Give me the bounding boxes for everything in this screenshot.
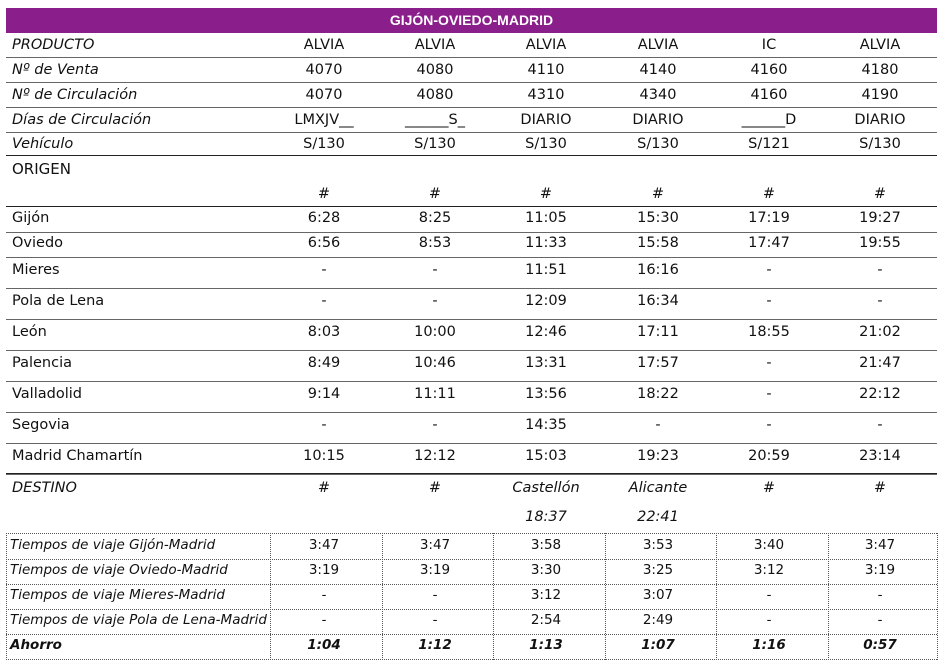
cell-tiempos.0.values-col2: 3:47 [419,537,451,553]
cell-stops.5.times-col4: 17:57 [637,355,679,371]
cell-ahorro.values-col1: 1:04 [307,637,341,653]
cell-origen.values-col1: # [317,186,331,202]
cell-tiempos.1.values-col3: 3:30 [530,562,562,578]
cell-origen.values-col4: # [651,186,665,202]
cell-tiempos.2.values-col1: - [321,587,327,603]
cell-producto.values-col2: ALVIA [414,37,456,53]
cell-tiempos.0.values-col6: 3:47 [864,537,896,553]
cell-stops.3.times-col4: 16:34 [637,293,679,309]
cell-stops.7.times-col6: - [877,417,883,433]
cell-tiempos.3.values-col6: - [877,612,883,628]
cell-tiempos.1.values-col1: 3:19 [308,562,340,578]
cell-dias.values-col4: DIARIO [632,112,684,128]
cell-tiempos.1.values-col5: 3:12 [753,562,785,578]
cell-circulacion.values-col2: 4080 [416,87,454,103]
cell-circulacion.values-col1: 4070 [305,87,343,103]
cell-producto.values-col5: IC [761,37,777,53]
cell-stops.1.times-col3: 11:33 [525,235,567,251]
cell-tiempos.1.values-col6: 3:19 [864,562,896,578]
cell-stops.7.times-col2: - [432,417,438,433]
cell-stops.0.times-col3: 11:05 [525,210,567,226]
cell-stops.4.times-col4: 17:11 [637,324,679,340]
cell-stops.5.times-col1: 8:49 [307,355,341,371]
cell-dias.values-col5: ______D [741,112,797,128]
cell-stops.3.times-col6: - [877,293,883,309]
cell-venta.values-col2: 4080 [416,62,454,78]
row-label: DESTINO [12,480,77,496]
cell-stops.8.times-col4: 19:23 [637,448,679,464]
table-title: GIJÓN-OVIEDO-MADRID [6,8,937,33]
row-label: Nº de Circulación [12,87,138,103]
cell-stops.2.times-col5: - [766,262,772,278]
cell-tiempos.3.values-col1: - [321,612,327,628]
cell-origen.values-col5: # [762,186,776,202]
cell-vehiculo.values-col4: S/130 [637,136,679,152]
cell-vehiculo.values-col5: S/121 [748,136,790,152]
cell-stops.6.times-col2: 11:11 [414,386,456,402]
cell-stops.2.times-col1: - [321,262,327,278]
cell-stops.2.times-col4: 16:16 [637,262,679,278]
cell-stops.4.times-col3: 12:46 [525,324,567,340]
cell-stops.0.times-col6: 19:27 [859,210,901,226]
cell-tiempos.1.values-col2: 3:19 [419,562,451,578]
cell-origen.values-col6: # [873,186,887,202]
row-label: Tiempos de viaje Oviedo-Madrid [10,562,228,578]
cell-circulacion.values-col4: 4340 [639,87,677,103]
cell-stops.3.times-col1: - [321,293,327,309]
stop-name: Gijón [12,210,50,226]
cell-vehiculo.values-col6: S/130 [859,136,901,152]
cell-destino.values-col3: Castellón [512,480,580,496]
cell-stops.7.times-col5: - [766,417,772,433]
cell-stops.7.times-col1: - [321,417,327,433]
cell-stops.0.times-col2: 8:25 [418,210,452,226]
cell-producto.values-col3: ALVIA [525,37,567,53]
cell-stops.5.times-col3: 13:31 [525,355,567,371]
cell-stops.6.times-col5: - [766,386,772,402]
row-label: Días de Circulación [12,112,152,128]
cell-circulacion.values-col6: 4190 [861,87,899,103]
cell-stops.4.times-col2: 10:00 [414,324,456,340]
cell-stops.1.times-col1: 6:56 [307,235,341,251]
cell-stops.0.times-col4: 15:30 [637,210,679,226]
cell-stops.6.times-col3: 13:56 [525,386,567,402]
cell-destino.values-col4: Alicante [628,480,688,496]
cell-tiempos.3.values-col2: - [432,612,438,628]
cell-stops.2.times-col3: 11:51 [525,262,567,278]
cell-venta.values-col4: 4140 [639,62,677,78]
cell-stops.6.times-col1: 9:14 [307,386,341,402]
cell-origen.values-col3: # [539,186,553,202]
cell-stops.2.times-col2: - [432,262,438,278]
cell-destino.values-col5: # [762,480,776,496]
stop-name: León [12,324,47,340]
cell-origen.values-col2: # [428,186,442,202]
stop-name: Oviedo [12,235,64,251]
cell-stops.8.times-col6: 23:14 [859,448,901,464]
cell-ahorro.values-col6: 0:57 [863,637,897,653]
cell-dias.values-col3: DIARIO [520,112,572,128]
cell-stops.1.times-col6: 19:55 [859,235,901,251]
cell-tiempos.2.values-col3: 3:12 [530,587,562,603]
row-label: Tiempos de viaje Gijón-Madrid [10,537,216,553]
cell-vehiculo.values-col1: S/130 [303,136,345,152]
cell-dias.values-col6: DIARIO [854,112,906,128]
cell-tiempos.2.values-col2: - [432,587,438,603]
cell-dias.values-col1: LMXJV__ [294,112,354,128]
cell-ahorro.values-col3: 1:13 [529,637,563,653]
cell-vehiculo.values-col2: S/130 [414,136,456,152]
cell-stops.1.times-col2: 8:53 [418,235,452,251]
cell-destino.values-col2: # [428,480,442,496]
cell-stops.4.times-col6: 21:02 [859,324,901,340]
stop-name: Mieres [12,262,60,278]
cell-stops.5.times-col5: - [766,355,772,371]
cell-stops.0.times-col1: 6:28 [307,210,341,226]
cell-venta.values-col5: 4160 [750,62,788,78]
cell-producto.values-col6: ALVIA [859,37,901,53]
cell-tiempos.3.values-col4: 2:49 [642,612,674,628]
cell-venta.values-col3: 4110 [527,62,565,78]
cell-tiempos.1.values-col4: 3:25 [642,562,674,578]
stop-name: Pola de Lena [12,293,105,309]
cell-stops.8.times-col3: 15:03 [525,448,567,464]
cell-tiempos.2.values-col5: - [766,587,772,603]
cell-stops.8.times-col1: 10:15 [303,448,345,464]
cell-venta.values-col6: 4180 [861,62,899,78]
cell-circulacion.values-col3: 4310 [527,87,565,103]
cell-stops.4.times-col5: 18:55 [748,324,790,340]
cell-stops.5.times-col2: 10:46 [414,355,456,371]
cell-ahorro.values-col4: 1:07 [641,637,675,653]
cell-stops.6.times-col4: 18:22 [637,386,679,402]
stop-name: Segovia [12,417,70,433]
cell-circulacion.values-col5: 4160 [750,87,788,103]
section-label: ORIGEN [12,160,71,178]
cell-destino.values-col6: # [873,480,887,496]
cell-stops.8.times-col5: 20:59 [748,448,790,464]
cell-stops.5.times-col6: 21:47 [859,355,901,371]
cell-ahorro.values-col5: 1:16 [752,637,786,653]
row-label: PRODUCTO [12,37,95,53]
cell-tiempos.0.values-col3: 3:58 [530,537,562,553]
cell-destino.arrivals-col3: 18:37 [525,509,567,525]
cell-producto.values-col4: ALVIA [637,37,679,53]
cell-stops.6.times-col6: 22:12 [859,386,901,402]
cell-tiempos.2.values-col6: - [877,587,883,603]
row-label: Ahorro [10,637,62,653]
cell-stops.7.times-col4: - [655,417,661,433]
stop-name: Palencia [12,355,73,371]
cell-tiempos.2.values-col4: 3:07 [642,587,674,603]
cell-stops.0.times-col5: 17:19 [748,210,790,226]
cell-vehiculo.values-col3: S/130 [525,136,567,152]
cell-stops.7.times-col3: 14:35 [525,417,567,433]
cell-stops.3.times-col5: - [766,293,772,309]
row-label: Tiempos de viaje Mieres-Madrid [10,587,225,603]
cell-tiempos.3.values-col5: - [766,612,772,628]
cell-stops.3.times-col2: - [432,293,438,309]
cell-stops.4.times-col1: 8:03 [307,324,341,340]
row-label: Vehículo [12,136,74,152]
cell-venta.values-col1: 4070 [305,62,343,78]
cell-stops.1.times-col5: 17:47 [748,235,790,251]
stop-name: Valladolid [12,386,82,402]
cell-stops.3.times-col3: 12:09 [525,293,567,309]
row-label: Nº de Venta [12,62,99,78]
cell-dias.values-col2: ______S_ [405,112,465,128]
cell-ahorro.values-col2: 1:12 [418,637,452,653]
row-label: Tiempos de viaje Pola de Lena-Madrid [10,612,267,628]
cell-stops.1.times-col4: 15:58 [637,235,679,251]
cell-tiempos.0.values-col5: 3:40 [753,537,785,553]
cell-stops.8.times-col2: 12:12 [414,448,456,464]
cell-destino.arrivals-col4: 22:41 [637,509,679,525]
cell-tiempos.3.values-col3: 2:54 [530,612,562,628]
cell-stops.2.times-col6: - [877,262,883,278]
cell-producto.values-col1: ALVIA [303,37,345,53]
stop-name: Madrid Chamartín [12,448,143,464]
cell-destino.values-col1: # [317,480,331,496]
cell-tiempos.0.values-col1: 3:47 [308,537,340,553]
cell-tiempos.0.values-col4: 3:53 [642,537,674,553]
